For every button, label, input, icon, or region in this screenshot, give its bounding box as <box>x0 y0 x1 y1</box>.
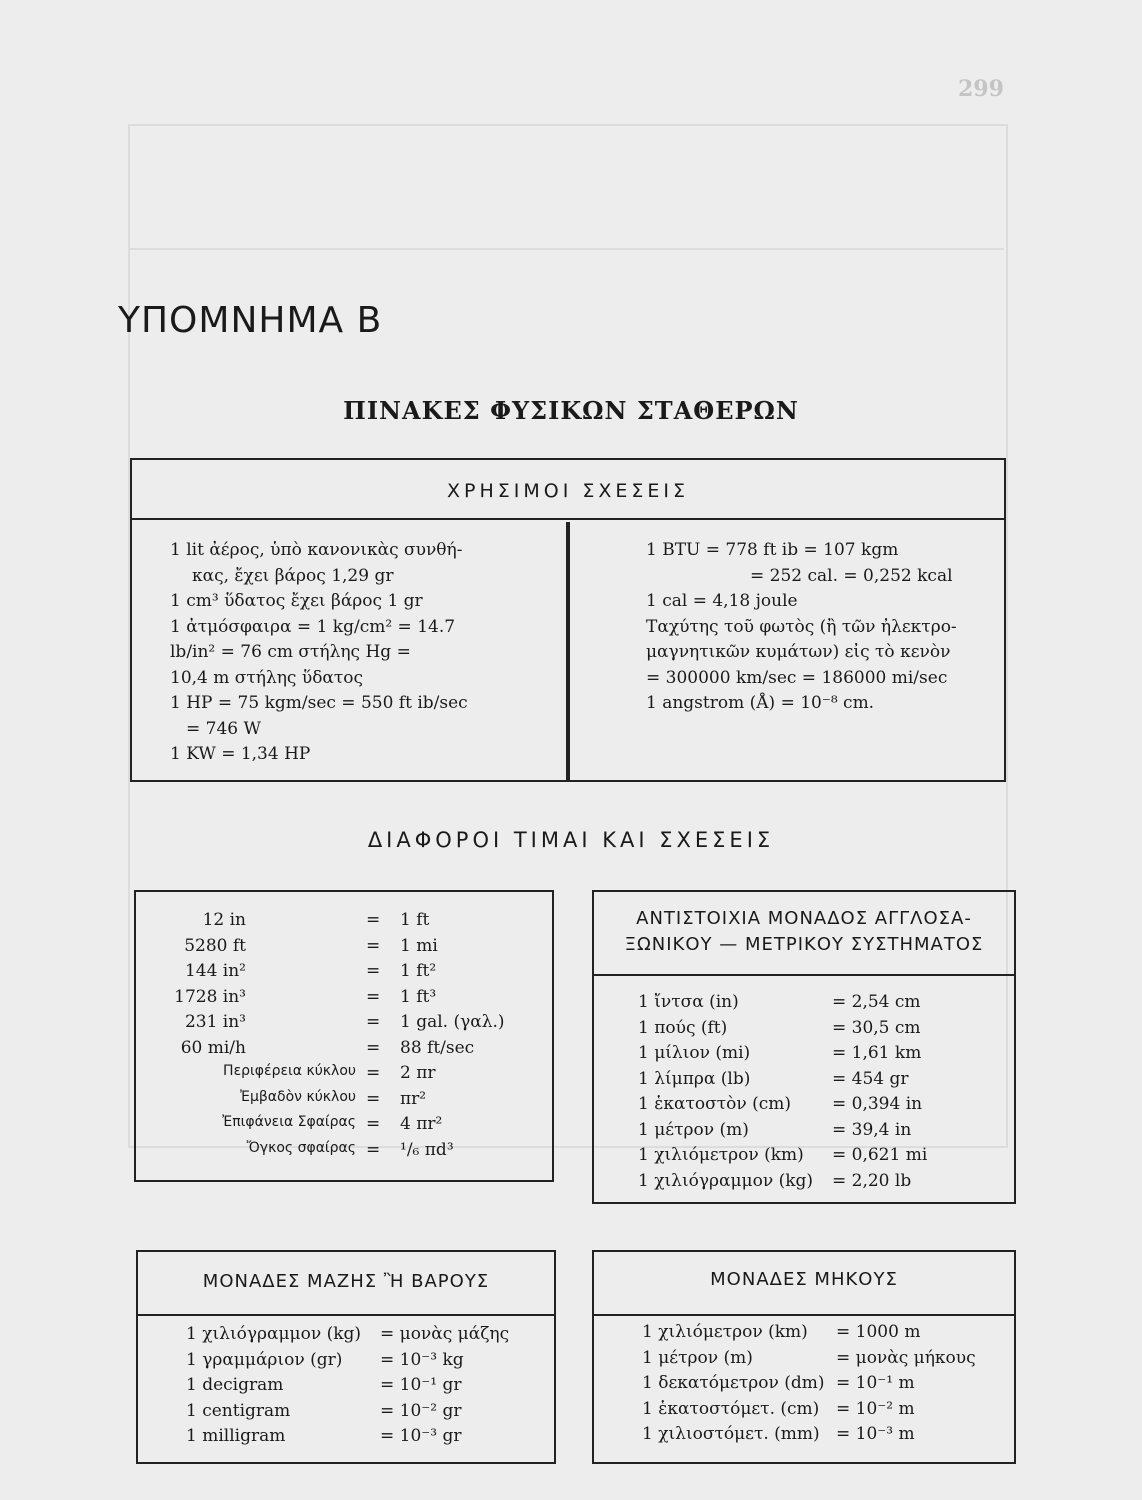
equals-sign: = <box>366 961 381 981</box>
length-value: = 10⁻³ m <box>836 1424 915 1444</box>
anglo-unit: 1 χιλιόγραμμον (kg) <box>638 1170 814 1191</box>
bleed-through-rule <box>128 248 1004 250</box>
equals-sign: = <box>366 1037 381 1058</box>
misc-left-value: Περιφέρεια κύκλου <box>223 1063 356 1079</box>
length-unit: 1 χιλιοστόμετ. (mm) <box>642 1424 820 1444</box>
mass-value: = μονὰς μάζης <box>380 1324 510 1344</box>
useful-left-line: 1 ἀτμόσφαιρα = 1 kg/cm² = 14.7 <box>170 616 456 637</box>
mass-value: = 10⁻³ kg <box>380 1349 464 1370</box>
anglo-unit: 1 ἑκατοστὸν (cm) <box>638 1094 791 1114</box>
useful-left-line: 10,4 m στήλης ὕδατος <box>170 667 364 688</box>
anglo-value: = 30,5 cm <box>832 1017 921 1038</box>
equals-sign: = <box>366 1063 381 1083</box>
useful-right-line: μαγνητικῶν κυμάτων) εἰς τὸ κενὸν <box>646 642 951 662</box>
anglo-metric-heading-line2: ΞΩΝΙΚΟΥ — ΜΕΤΡΙΚΟΥ ΣΥΣΤΗΜΑΤΟΣ <box>624 934 984 955</box>
anglo-value: = 2,54 cm <box>832 992 921 1012</box>
misc-left-value: 1728 in³ <box>174 986 246 1007</box>
anglo-unit: 1 μέτρον (m) <box>638 1119 749 1140</box>
useful-right-line: 1 cal = 4,18 joule <box>646 591 798 611</box>
equals-sign: = <box>366 935 381 956</box>
misc-right-value: 1 gal. (γαλ.) <box>400 1012 505 1032</box>
useful-left-line: 1 cm³ ὕδατος ἔχει βάρος 1 gr <box>170 591 423 611</box>
misc-right-value: 88 ft/sec <box>400 1037 475 1058</box>
useful-right-line: 1 BTU = 778 ft ib = 107 kgm <box>646 540 899 560</box>
misc-right-value: 1 ft <box>400 910 430 930</box>
anglo-unit: 1 πούς (ft) <box>638 1017 728 1038</box>
misc-left-value: 231 in³ <box>184 1012 246 1032</box>
anglo-value: = 0,621 mi <box>832 1145 928 1165</box>
misc-right-value: ¹/₆ πd³ <box>400 1139 454 1160</box>
anglo-metric-heading-line1: ΑΝΤΙΣΤΟΙΧΙΑ ΜΟΝΑΔΟΣ ΑΓΓΛΟΣΑ- <box>636 908 972 929</box>
useful-left-line: = 746 W <box>186 718 261 739</box>
page-number: 299 <box>958 76 1004 102</box>
misc-left-value: 12 in <box>202 910 246 930</box>
mass-value: = 10⁻³ gr <box>380 1426 462 1446</box>
useful-relations-heading: ΧΡΗΣΙΜΟΙ ΣΧΕΣΕΙΣ <box>132 460 1004 520</box>
length-unit: 1 δεκατόμετρον (dm) <box>642 1373 825 1393</box>
equals-sign: = <box>366 910 381 930</box>
misc-right-value: 1 mi <box>400 935 438 956</box>
useful-right-line: = 300000 km/sec = 186000 mi/sec <box>646 667 948 688</box>
anglo-unit: 1 ἴντσα (in) <box>638 992 739 1012</box>
equals-sign: = <box>366 1012 381 1032</box>
anglo-unit: 1 χιλιόμετρον (km) <box>638 1145 804 1165</box>
mass-unit: 1 milligram <box>186 1426 286 1446</box>
mass-units-heading: ΜΟΝΑΔΕΣ ΜΑΖΗΣ Ἢ ΒΑΡΟΥΣ <box>138 1252 554 1316</box>
anglo-value: = 454 gr <box>832 1068 909 1089</box>
useful-left-line: 1 KW = 1,34 HP <box>170 744 311 764</box>
misc-left-value: Ἐμβαδὸν κύκλου <box>240 1088 356 1105</box>
mass-unit: 1 γραμμάριον (gr) <box>186 1349 343 1370</box>
anglo-value: = 39,4 in <box>832 1119 912 1140</box>
anglo-value: = 1,61 km <box>832 1043 922 1063</box>
page-title: ΥΠΟΜΝΗΜΑ Β <box>118 300 383 341</box>
equals-sign: = <box>366 1114 381 1134</box>
anglo-value: = 0,394 in <box>832 1094 923 1114</box>
anglo-unit: 1 μίλιον (mi) <box>638 1043 751 1063</box>
useful-right-line: = 252 cal. = 0,252 kcal <box>750 565 953 586</box>
equals-sign: = <box>366 1139 381 1160</box>
useful-left-line: 1 HP = 75 kgm/sec = 550 ft ib/sec <box>170 693 468 713</box>
anglo-unit: 1 λίμπρα (lb) <box>638 1068 751 1089</box>
useful-left-line: 1 lit ἀέρος, ὑπὸ κανονικὰς συνθή- <box>170 540 463 560</box>
column-divider <box>566 522 570 780</box>
mass-value: = 10⁻¹ gr <box>380 1375 462 1395</box>
misc-right-value: 2 πr <box>400 1063 436 1083</box>
mass-unit: 1 centigram <box>186 1400 291 1421</box>
misc-right-value: 1 ft² <box>400 961 437 981</box>
misc-right-value: 1 ft³ <box>400 986 437 1007</box>
length-value: = 1000 m <box>836 1322 921 1342</box>
misc-left-value: 60 mi/h <box>180 1037 246 1058</box>
misc-left-value: Ὄγκος σφαίρας <box>246 1139 356 1156</box>
useful-left-line: lb/in² = 76 cm στήλης Hg = <box>170 642 411 662</box>
misc-heading: ΔΙΑΦΟΡΟΙ ΤΙΜΑΙ ΚΑΙ ΣΧΕΣΕΙΣ <box>367 828 775 852</box>
length-value: = 10⁻¹ m <box>836 1373 915 1393</box>
misc-right-value: πr² <box>400 1088 427 1109</box>
misc-left-value: 5280 ft <box>184 935 246 956</box>
misc-right-value: 4 πr² <box>400 1114 443 1134</box>
useful-left-line: κας, ἔχει βάρος 1,29 gr <box>192 565 394 586</box>
length-unit: 1 μέτρον (m) <box>642 1347 753 1368</box>
length-units-heading: ΜΟΝΑΔΕΣ ΜΗΚΟΥΣ <box>594 1252 1014 1316</box>
misc-left-value: Ἐπιφάνεια Σφαίρας <box>222 1114 356 1130</box>
equals-sign: = <box>366 1088 381 1109</box>
equals-sign: = <box>366 986 381 1007</box>
length-value: = μονὰς μήκους <box>836 1347 976 1368</box>
anglo-metric-heading <box>594 892 1014 976</box>
length-value: = 10⁻² m <box>836 1398 915 1419</box>
anglo-value: = 2,20 lb <box>832 1170 912 1191</box>
useful-right-line: Ταχύτης τοῦ φωτὸς (ἢ τῶν ἠλεκτρο- <box>646 616 957 637</box>
length-unit: 1 χιλιόμετρον (km) <box>642 1322 808 1342</box>
page-subtitle: ΠΙΝΑΚΕΣ ΦΥΣΙΚΩΝ ΣΤΑΘΕΡΩΝ <box>343 396 799 425</box>
misc-left-value: 144 in² <box>184 961 246 981</box>
useful-right-line: 1 angstrom (Å) = 10⁻⁸ cm. <box>646 693 875 713</box>
length-unit: 1 ἑκατοστόμετ. (cm) <box>642 1398 820 1419</box>
mass-unit: 1 decigram <box>186 1375 284 1395</box>
mass-unit: 1 χιλιόγραμμον (kg) <box>186 1324 362 1344</box>
mass-value: = 10⁻² gr <box>380 1400 462 1421</box>
misc-box <box>134 890 554 1182</box>
